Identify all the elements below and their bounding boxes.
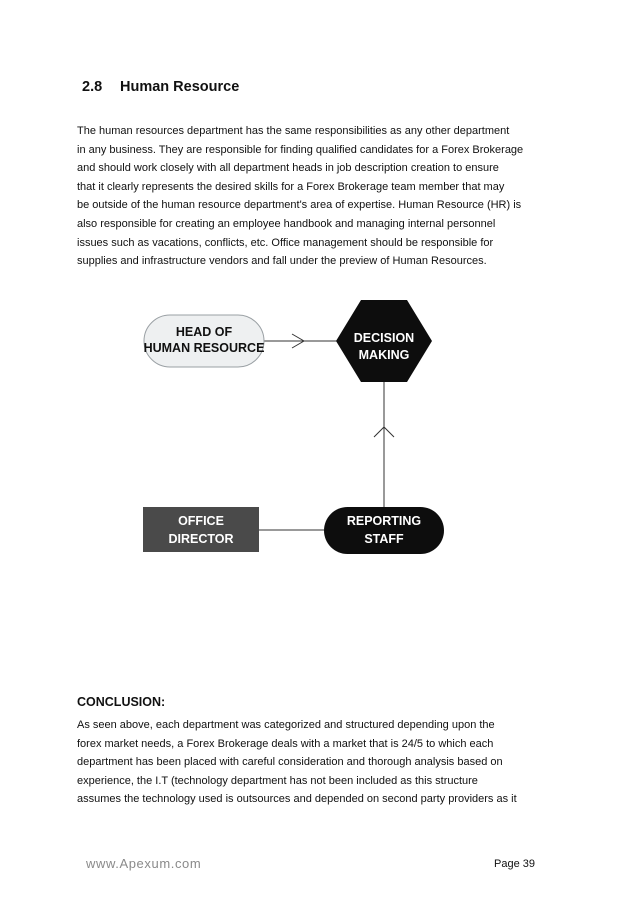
paragraph-line: department has been placed with careful consideration and thorough analysis based on [77, 756, 503, 769]
head-of-hr-label-line1: HEAD OF [175, 325, 233, 339]
paragraph-line: As seen above, each department was categorized and structured depending upon the [77, 719, 495, 731]
paragraph-line: experience, the I.T (technology department has not been included as this structure [77, 774, 478, 787]
paragraph-line: be outside of the human resource department's area of expertise. Human Resource (HR) is [77, 199, 522, 212]
reporting-staff-label-line2: STAFF [364, 532, 404, 546]
paragraph-line: forex market needs, a Forex Brokerage deals with a market that is 24/5 to which each [77, 737, 494, 750]
paragraph-line: supplies and infrastructure vendors and fall under the preview of Human Resources. [77, 255, 487, 268]
conclusion-heading: CONCLUSION: [77, 695, 166, 709]
paragraph-line: The human resources department has the same responsibilities as any other department [77, 125, 510, 137]
footer-page-number: Page 39 [494, 858, 535, 870]
office-director-node [143, 507, 259, 552]
decision-making-node [336, 300, 432, 382]
paragraph-line: also responsible for creating an employee handbook and managing internal personnel [77, 217, 496, 230]
reporting-staff-label-line1: REPORTING [346, 514, 422, 528]
paragraph-line: assumes the technology used is outsources and depended on second party providers as it [77, 793, 517, 806]
conclusion-paragraph [77, 716, 567, 809]
section-number: 2.8 [82, 79, 103, 95]
reporting-staff-node [324, 507, 444, 554]
paragraph-line: and should work closely with all department heads in job description creation to ensure [77, 162, 499, 175]
head-of-hr-label-line2: HUMAN RESOURCE [143, 341, 265, 355]
paragraph-line: in any business. They are responsible for finding qualified candidates for a Forex Brokerage [77, 143, 524, 156]
paragraph-line: issues such as vacations, conflicts, etc. Office management should be responsible for [77, 236, 494, 249]
office-director-label-line2: DIRECTOR [168, 532, 234, 546]
office-director-label-line1: OFFICE [178, 514, 224, 528]
head-of-hr-node [144, 315, 265, 367]
section-title: Human Resource [120, 79, 240, 95]
paragraph-line: that it clearly represents the desired skills for a Forex Brokerage team member that may [77, 180, 505, 193]
footer-website: www.Apexum.com [86, 856, 202, 871]
decision-making-label-line1: DECISION [353, 331, 415, 345]
decision-making-label-line2: MAKING [358, 348, 410, 362]
